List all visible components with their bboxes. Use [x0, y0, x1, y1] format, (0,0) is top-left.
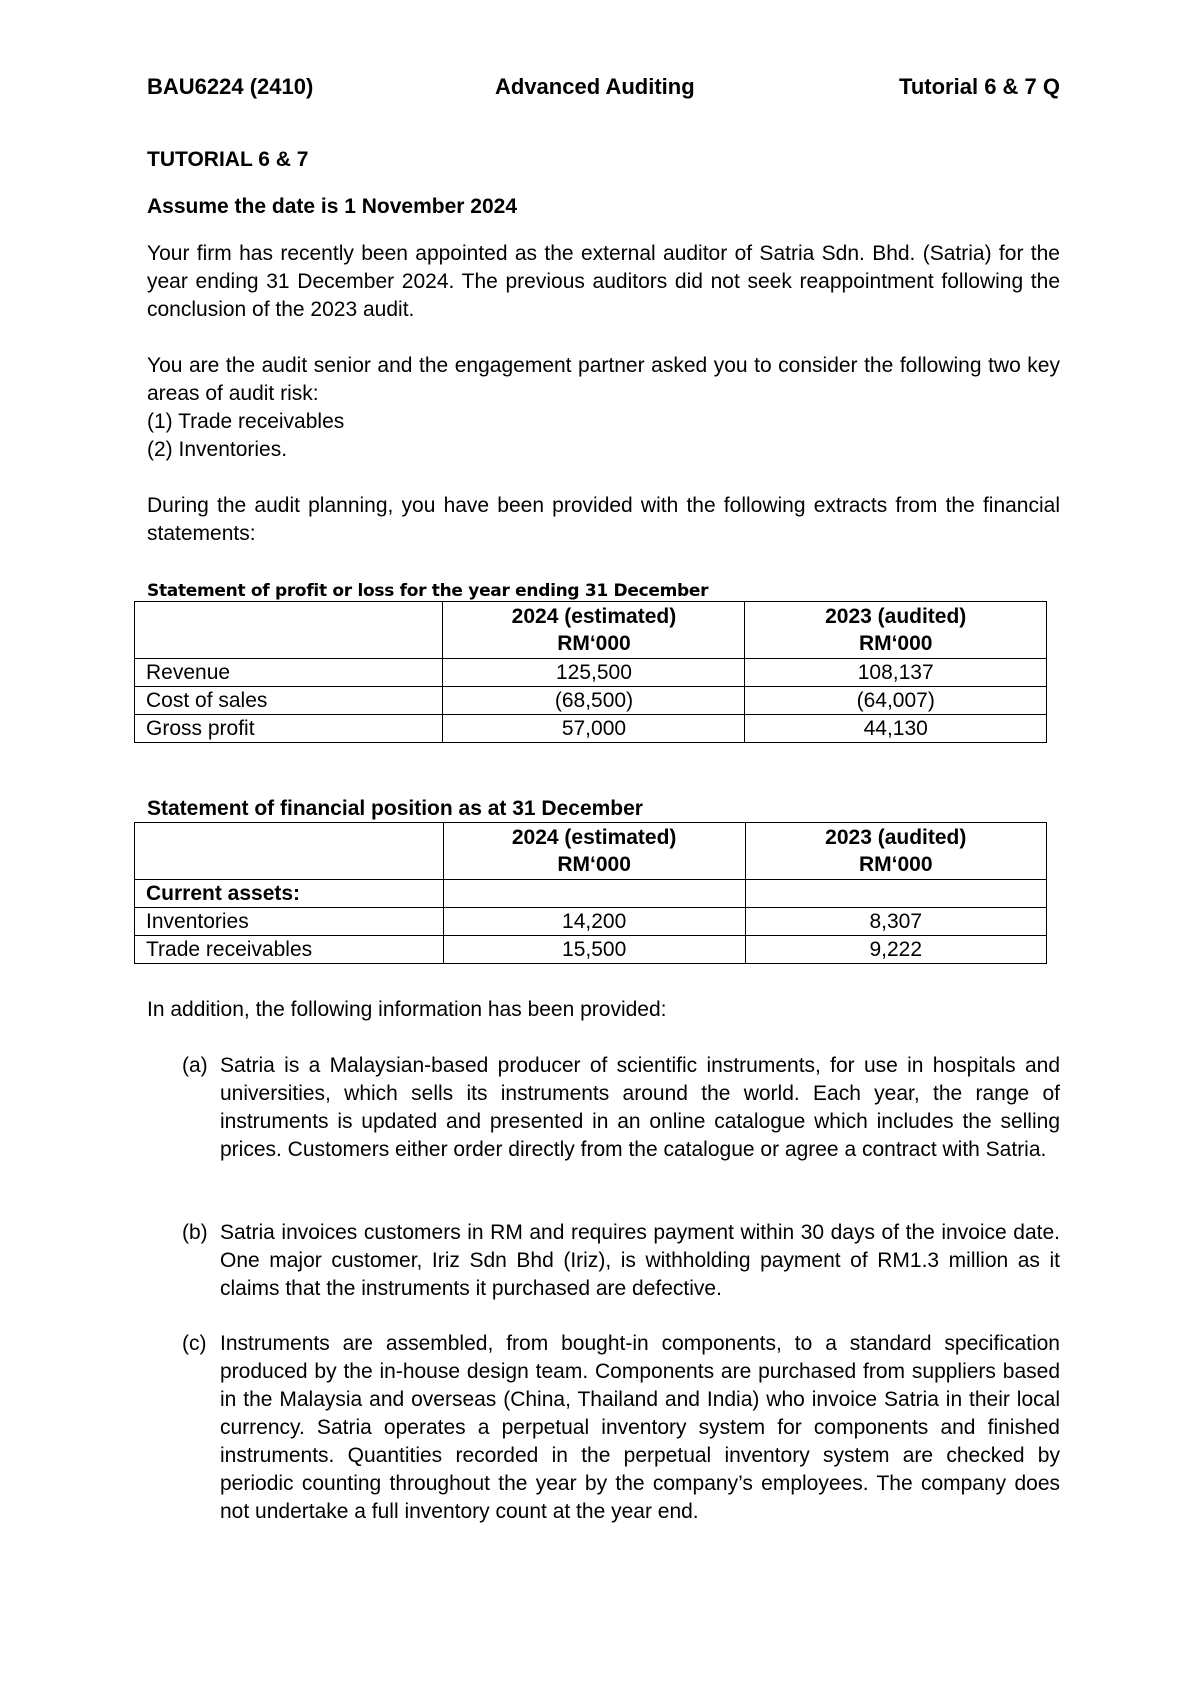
row-label: Revenue [135, 659, 443, 687]
list-item-text: Satria invoices customers in RM and requires payment within 30 days of the invoice date. One major customer, Iriz Sdn Bhd (Iriz), is withholding payment of RM1.3 million as it claims that the instruments it purchased are defective. [220, 1221, 1060, 1300]
row-value-2023: 8,307 [745, 908, 1046, 936]
row-value-2024: 14,200 [443, 908, 745, 936]
table-header-2023: 2023 (audited) RM‘000 [745, 823, 1046, 880]
audit-risk-item-1: (1) Trade receivables [147, 410, 345, 433]
profit-or-loss-table [134, 601, 1047, 743]
list-item-label: (b) [182, 1221, 208, 1244]
table-header-row [135, 823, 1047, 880]
paragraph-extracts: During the audit planning, you have been provided with the following extracts from the financial statements: [147, 494, 1060, 545]
paragraph-additional-info: In addition, the following information has been provided: [147, 998, 667, 1021]
page-header [147, 73, 1060, 101]
audit-risk-item-2: (2) Inventories. [147, 438, 288, 461]
table-row [135, 715, 1047, 743]
list-item-label: (c) [182, 1332, 207, 1355]
row-value-2024: 57,000 [443, 715, 745, 743]
row-value-2024: 125,500 [443, 659, 745, 687]
list-item [182, 1330, 1060, 1526]
table-header-2024: 2024 (estimated) RM‘000 [443, 823, 745, 880]
header-course: BAU6224 (2410) [147, 74, 314, 99]
paragraph-audit-risk [147, 352, 1060, 464]
row-label: Cost of sales [135, 687, 443, 715]
audit-risk-intro: You are the audit senior and the engagement partner asked you to consider the following two key areas of audit risk: [147, 354, 1060, 405]
paragraph-appointment: Your firm has recently been appointed as the external auditor of Satria Sdn. Bhd. (Satria) for the year ending 31 December 2024. The previous auditors did not seek reappointment following the conclusion of the 2023 audit. [147, 242, 1060, 321]
row-value-2023: 9,222 [745, 936, 1046, 964]
list-item-text: Satria is a Malaysian-based producer of scientific instruments, for use in hospitals and universities, which sells its instruments around the world. Each year, the range of instruments is updated and presented in an online catalogue which includes the selling prices. Customers either order directly from the catalogue or agree a contract with Satria. [220, 1054, 1060, 1161]
header-tutorial: Tutorial 6 & 7 Q [899, 74, 1060, 99]
table-header-empty [135, 823, 444, 880]
row-value-2023: (64,007) [745, 687, 1047, 715]
table-header-row [135, 602, 1047, 659]
list-item-text: Instruments are assembled, from bought-in components, to a standard specification produced by the in-house design team. Components are purchased from suppliers based in the Malaysia and overseas (China, Thailand and India) who invoice Satria in their local currency. Satria operates a perpetual inventory system for components and finished instruments. Quantities recorded in the perpetual inventory system are checked by periodic counting throughout the year by the company’s employees. The company does not undertake a full inventory count at the year end. [220, 1332, 1060, 1523]
document-title: TUTORIAL 6 & 7 [147, 148, 309, 171]
row-value-2023: 44,130 [745, 715, 1047, 743]
row-label: Gross profit [135, 715, 443, 743]
row-value-2024: 15,500 [443, 936, 745, 964]
document-subtitle: Assume the date is 1 November 2024 [147, 195, 518, 218]
table-row [135, 687, 1047, 715]
table-header-2024: 2024 (estimated) RM‘000 [443, 602, 745, 659]
header-subject: Advanced Auditing [495, 74, 695, 99]
table-header-2023: 2023 (audited) RM‘000 [745, 602, 1047, 659]
list-item-label: (a) [182, 1054, 208, 1077]
row-value-2023: 108,137 [745, 659, 1047, 687]
financial-position-table [134, 822, 1047, 964]
table-row [135, 936, 1047, 964]
table1-caption: Statement of profit or loss for the year ending 31 December [147, 581, 709, 601]
table-section-row [135, 880, 1047, 908]
row-label: Trade receivables [135, 936, 444, 964]
row-value-2024: (68,500) [443, 687, 745, 715]
row-label: Inventories [135, 908, 444, 936]
table-row [135, 908, 1047, 936]
section-label: Current assets: [135, 880, 444, 908]
table-header-empty [135, 602, 443, 659]
list-item [182, 1052, 1060, 1164]
table2-caption: Statement of financial position as at 31 December [147, 797, 643, 820]
list-item [182, 1219, 1060, 1303]
table-row [135, 659, 1047, 687]
